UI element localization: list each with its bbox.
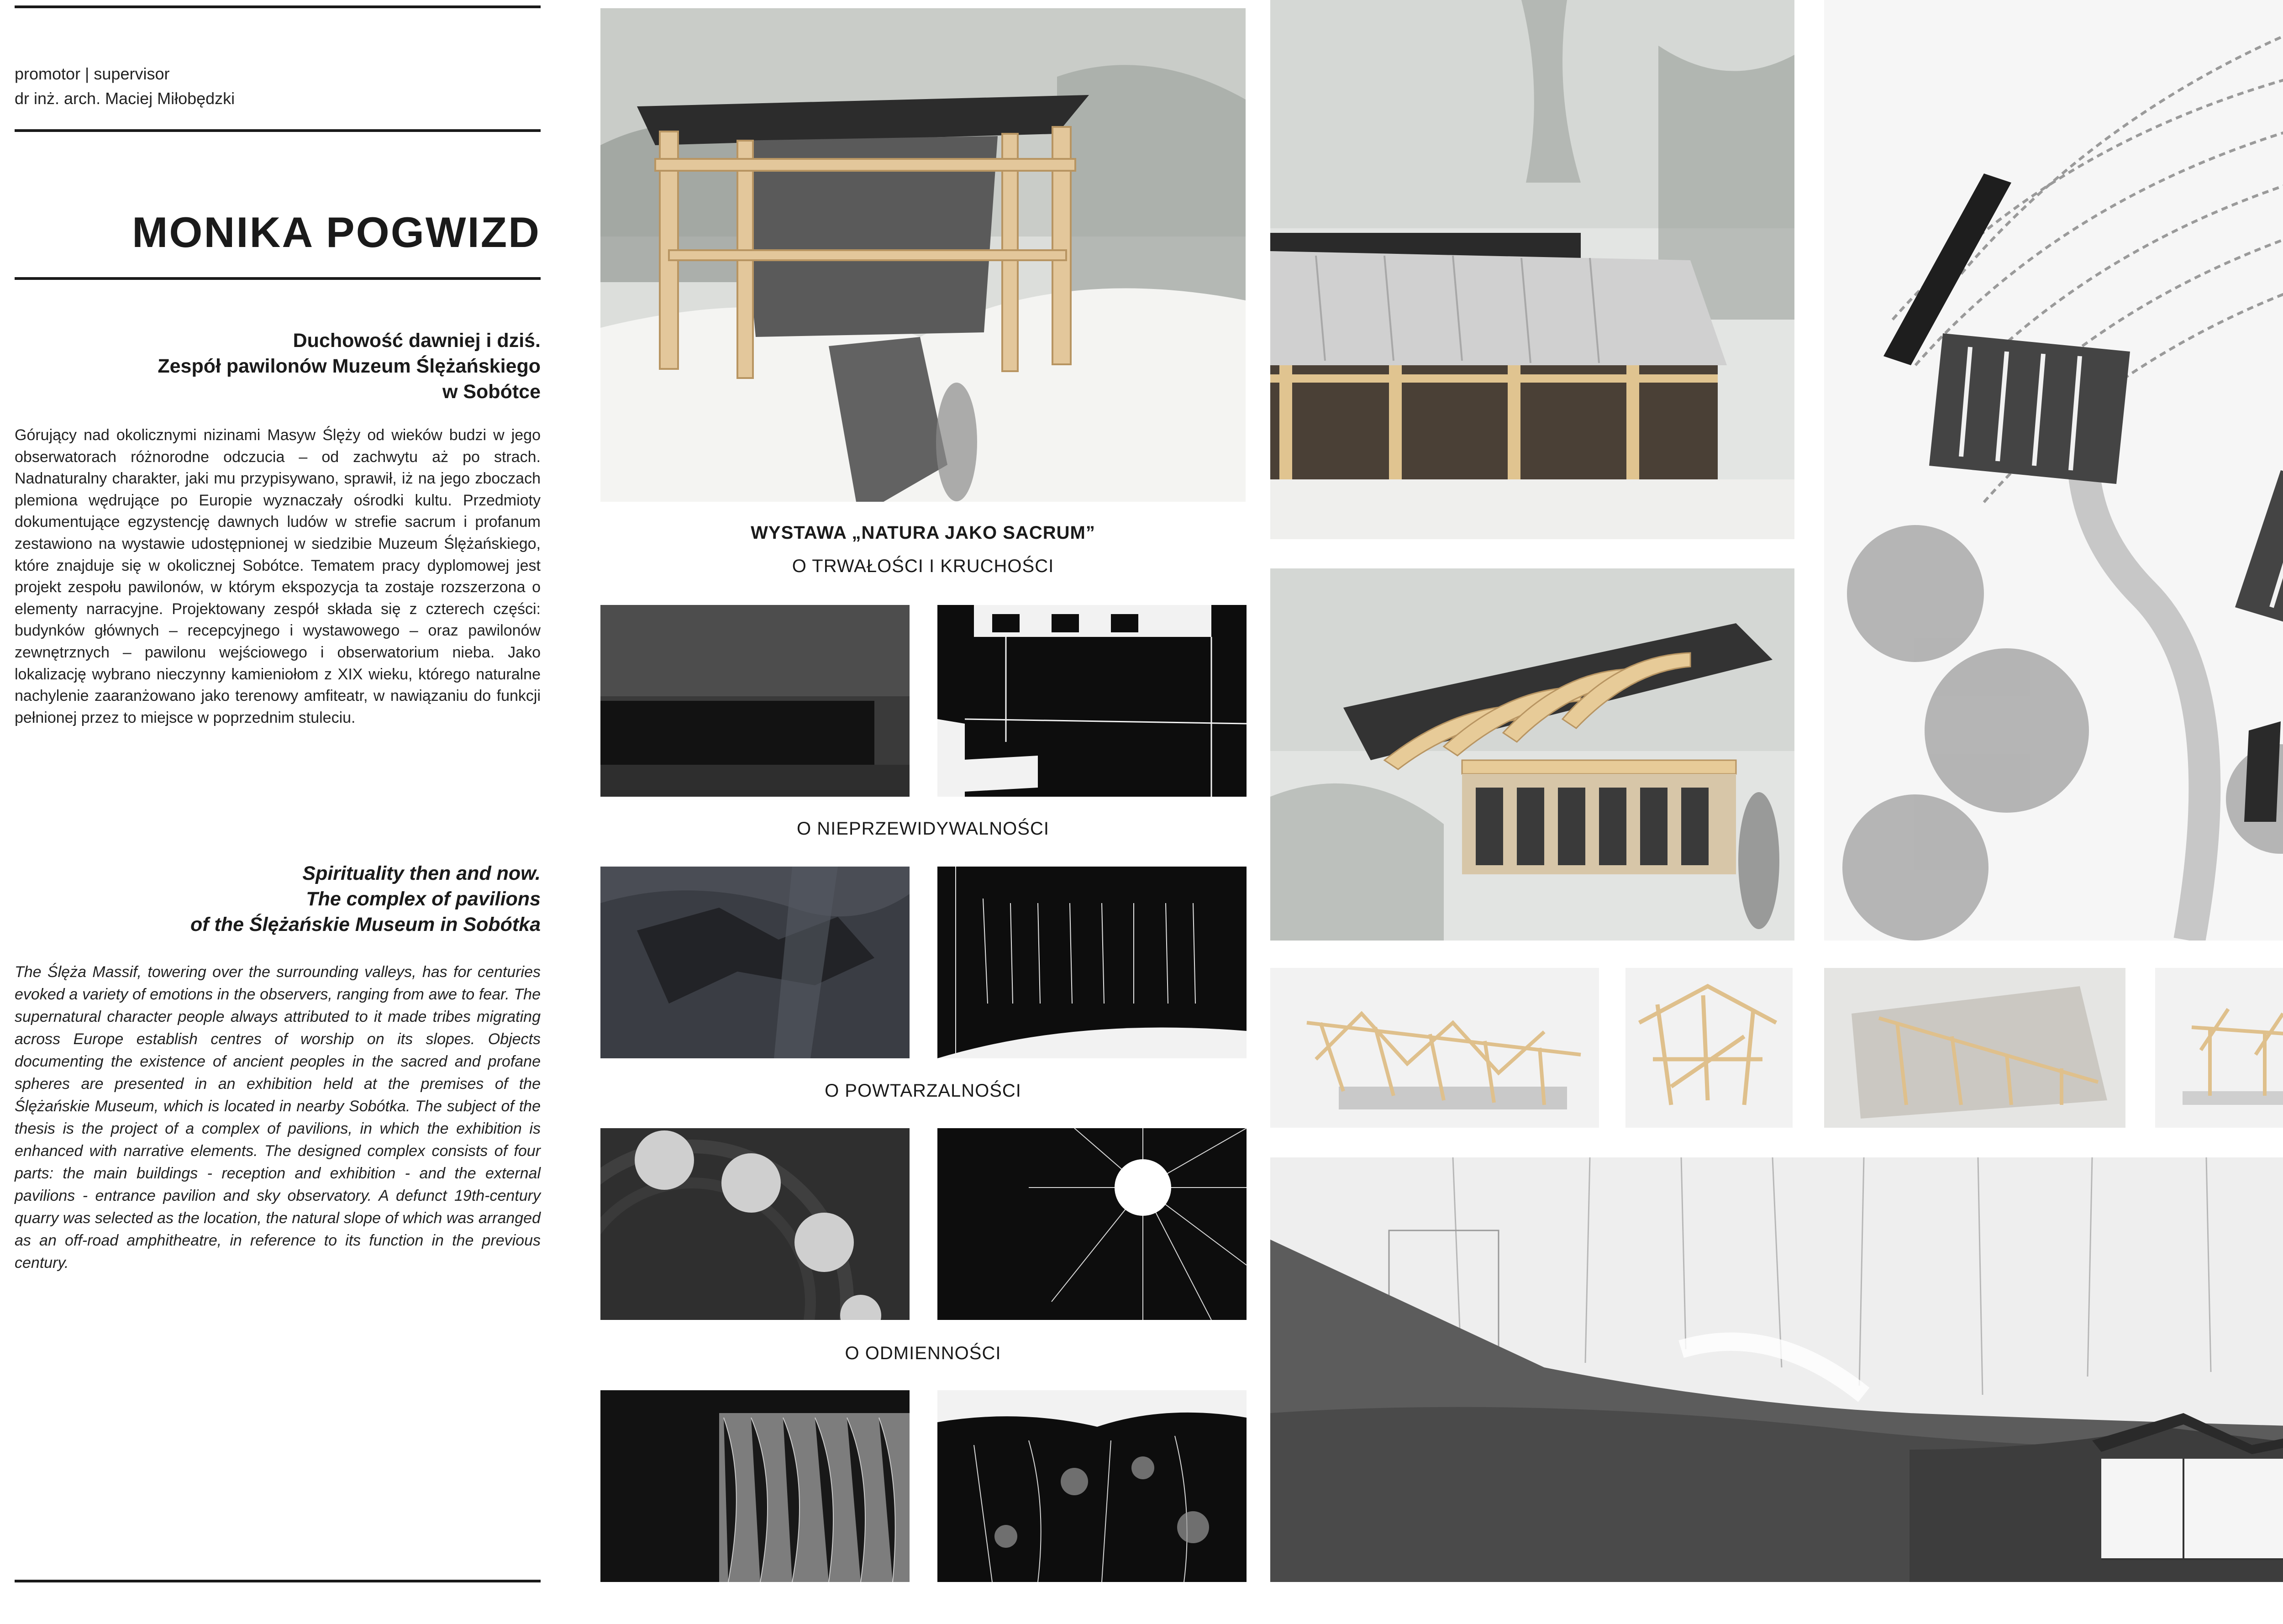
exhibition-image-repeatability-texture <box>600 1128 910 1320</box>
exhibition-image-unpredictability-texture <box>600 867 910 1058</box>
exhibition-section-heading: O ODMIENNOŚCI <box>845 1343 1001 1363</box>
model-photo-2 <box>1625 968 1793 1128</box>
exhibition-pavilion-render <box>1270 0 1794 539</box>
rule-under-author <box>15 277 541 280</box>
model-photo-1 <box>1270 968 1599 1128</box>
supervisor-name: dr inż. arch. Maciej Miłobędzki <box>15 89 235 108</box>
bottom-rule <box>15 1580 541 1582</box>
exhibition-image-repeatability-sun <box>937 1128 1247 1320</box>
thesis-title-en <box>15 861 541 937</box>
supervisor-block <box>15 62 235 111</box>
title-pl-line: w Sobótce <box>442 381 541 403</box>
exhibition-section-heading: O TRWAŁOŚCI I KRUCHOŚCI <box>792 556 1054 576</box>
site-section-drawing <box>1270 1157 2283 1582</box>
exhibition-section-heading: O NIEPRZEWIDYWALNOŚCI <box>797 819 1049 839</box>
site-plan-drawing <box>1824 0 2283 941</box>
model-photo-4 <box>2155 968 2283 1128</box>
thesis-title-pl <box>15 328 541 405</box>
exhibition-image-durability-interior <box>937 605 1247 797</box>
exhibition-image-otherness-texture <box>600 1390 910 1582</box>
exhibition-image-unpredictability-interior <box>937 867 1247 1058</box>
exhibition-title: WYSTAWA „NATURA JAKO SACRUM” <box>751 523 1095 543</box>
title-en-line: Spirituality then and now. <box>302 862 541 884</box>
rule-under-supervisor <box>15 129 541 132</box>
description-en: The Ślęża Massif, towering over the surrounding valleys, has for centuries evoked a variety of emotions in the observers, ranging from awe to fear. The supernatural character people always attributed to it made tribes migrating across Europe establish centres of worship on its slopes. Objects documenting the existence of ancient peoples in the sacred and profane spheres are presented in an exhibition held at the premises of the Ślężańskie Museum, which is located in nearby Sobótka. The subject of the thesis is the project of a complex of pavilions, in which the exhibition is enhanced with narrative elements. The designed complex consists of four parts: the main buildings - reception and exhibition - and the external pavilions - entrance pavilion and sky observatory. A defunct 19th-century quarry was selected as the location, the natural slope of which was arranged as an off-road amphitheatre, in reference to its function in the previous century. <box>15 963 541 1272</box>
exhibition-image-otherness-forest <box>937 1390 1247 1582</box>
top-rule <box>15 5 541 8</box>
author-name: MONIKA POGWIZD <box>132 208 541 256</box>
supervisor-label: promotor | supervisor <box>15 64 170 83</box>
exhibition-section-heading: O POWTARZALNOŚCI <box>825 1081 1021 1101</box>
exhibition-pavilion-structure-render <box>1270 568 1794 941</box>
model-photo-3 <box>1824 968 2125 1128</box>
title-pl-line: Zespół pawilonów Muzeum Ślężańskiego <box>158 355 541 377</box>
entrance-pavilion-render <box>600 8 1246 502</box>
title-pl-line: Duchowość dawniej i dziś. <box>293 330 541 352</box>
title-en-line: of the Ślężańskie Museum in Sobótka <box>190 914 541 936</box>
title-en-line: The complex of pavilions <box>306 888 541 910</box>
description-pl: Górujący nad okolicznymi nizinami Masyw Ślęży od wieków budzi w jego obserwatorach różnorodne odczucia – od zachwytu aż po strach. Nadnaturalny charakter, jaki mu przypisywano, sprawił, iż na jego zboczach plemiona wędrujące po Europie wyznaczały ośrodki kultu. Przedmioty dokumentujące egzystencję dawnych ludów w strefie sacrum i profanum zestawiono na wystawie udostępnionej w siedzibie Muzeum Ślężańskiego, które znajduje się w okolicznej Sobótce. Tematem pracy dyplomowej jest projekt zespołu pawilonów, w którym ekspozycja ta zostaje rozszerzona o elementy narracyjne. Projektowany zespół składa się z czterech części: budynków głównych – recepcyjnego i wystawowego – oraz pawilonów zewnętrznych – pawilonu wejściowego i obserwatorium nieba. Jako lokalizację wybrano nieczynny kamieniołom z XIX wieku, którego naturalne nachylenie zaaranżowano jako terenowy amfiteatr, w nawiązaniu do funkcji pełnionej przez to miejsce w poprzednim stuleciu. <box>15 426 541 726</box>
exhibition-image-durability-texture <box>600 605 910 797</box>
